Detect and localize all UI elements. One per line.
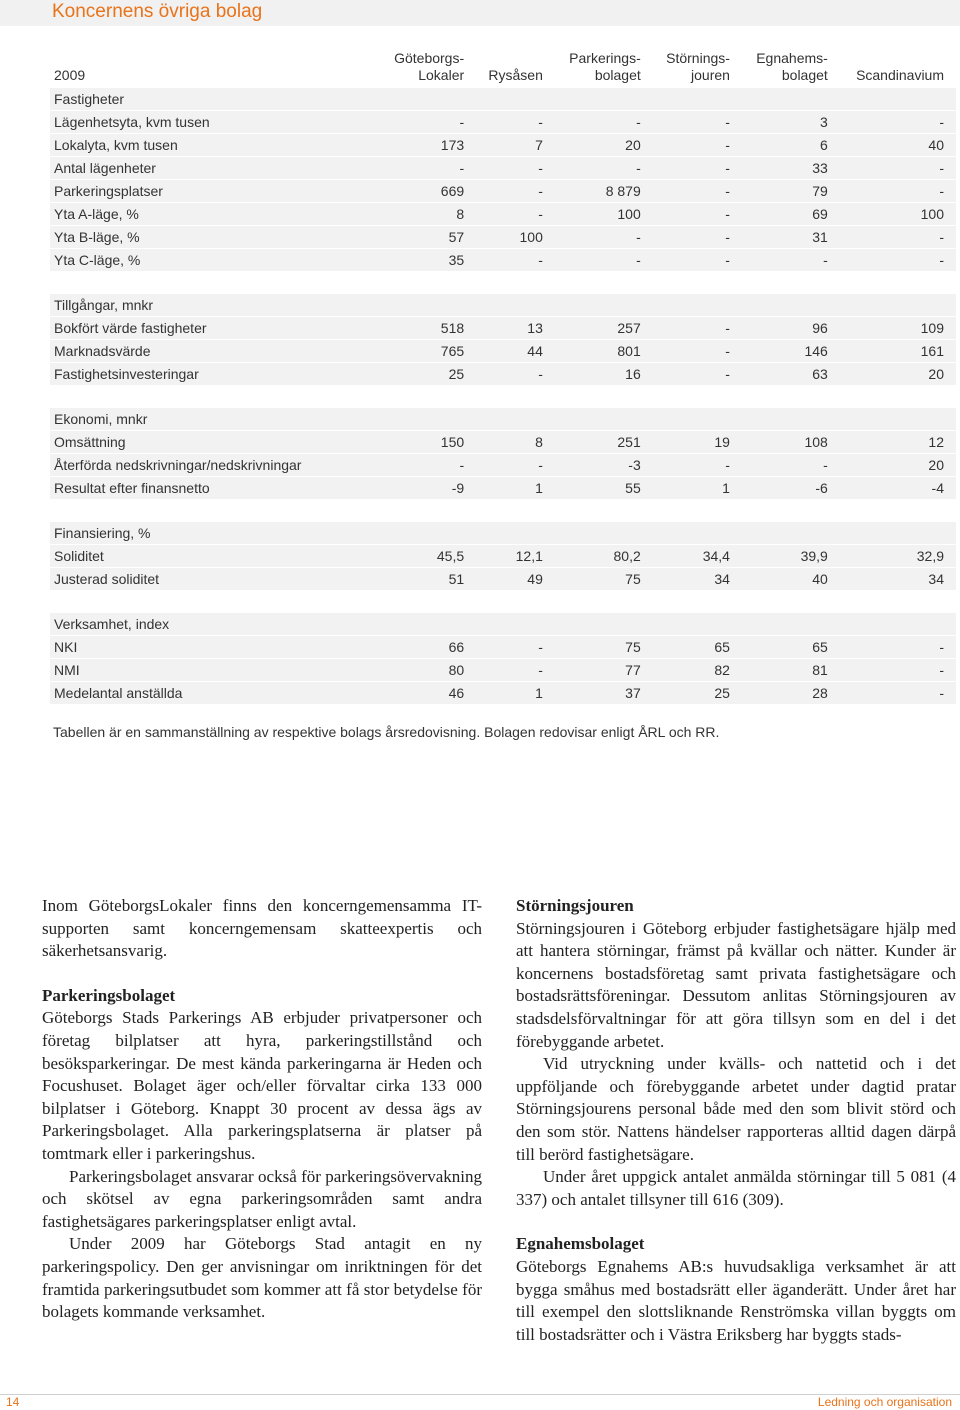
section-title: Verksamhet, index bbox=[50, 613, 956, 636]
table-cell: 16 bbox=[555, 363, 653, 386]
table-cell: 81 bbox=[742, 659, 840, 682]
storningsjouren-heading: Störningsjouren bbox=[516, 896, 634, 915]
table-row bbox=[50, 682, 956, 705]
table-cell: - bbox=[380, 111, 476, 134]
table-cell: - bbox=[653, 203, 742, 226]
parkeringsbolaget-heading: Parkeringsbolaget bbox=[42, 985, 176, 1005]
section-title: Tillgångar, mnkr bbox=[50, 294, 956, 317]
table-cell: - bbox=[840, 659, 956, 682]
row-label: Marknadsvärde bbox=[50, 340, 380, 363]
paragraph: Under 2009 har Göteborgs Stad antagit en ny parkeringspolicy. Den ger anvisningar om inriktningen för det framtida parkeringsutbudet som kommer att få stor betydelse för bolagets kommande verksamhet. bbox=[42, 1234, 482, 1322]
table-cell: - bbox=[840, 682, 956, 705]
table-cell: 12 bbox=[840, 431, 956, 454]
table-cell: 34,4 bbox=[653, 545, 742, 568]
row-label: Bokfört värde fastigheter bbox=[50, 317, 380, 340]
table-cell: 20 bbox=[555, 134, 653, 157]
table-cell: - bbox=[653, 111, 742, 134]
table-cell: 35 bbox=[380, 249, 476, 272]
intro-paragraph: Inom GöteborgsLokaler finns den koncerngemensamma IT-supporten samt koncerngemensam skatteexpertis och säkerhetsansvarig. bbox=[42, 896, 482, 961]
table-header-row bbox=[50, 44, 956, 88]
table-cell: 82 bbox=[653, 659, 742, 682]
table-cell: 1 bbox=[476, 477, 555, 500]
table-cell: 37 bbox=[555, 682, 653, 705]
column-header-line2: bolaget bbox=[594, 67, 641, 83]
table-cell: - bbox=[840, 249, 956, 272]
table-cell: - bbox=[476, 636, 555, 659]
table-cell: 80 bbox=[380, 659, 476, 682]
table-cell: - bbox=[476, 454, 555, 477]
table-row bbox=[50, 545, 956, 568]
paragraph: Göteborgs Egnahems AB:s huvudsakliga verksamhet är att bygga småhus med bostadsrätt eller äganderätt. Under året har till exempel den slottsliknande Renströmska villan byggts om till bostadsrätter och i Västra Eriksberg har byggts stads- bbox=[516, 1256, 956, 1344]
table-cell: 80,2 bbox=[555, 545, 653, 568]
table-cell: - bbox=[555, 157, 653, 180]
table-cell: 108 bbox=[742, 431, 840, 454]
table-cell: 8 bbox=[476, 431, 555, 454]
table-cell: 257 bbox=[555, 317, 653, 340]
row-label: Parkeringsplatser bbox=[50, 180, 380, 203]
table-row bbox=[50, 203, 956, 226]
page-number: 14 bbox=[6, 1395, 20, 1409]
section-title: Finansiering, % bbox=[50, 522, 956, 545]
table-cell: 31 bbox=[742, 226, 840, 249]
table-cell: 25 bbox=[380, 363, 476, 386]
table-cell: 19 bbox=[653, 431, 742, 454]
table-cell: - bbox=[840, 636, 956, 659]
table-cell: - bbox=[742, 249, 840, 272]
table-row bbox=[50, 249, 956, 272]
table-note: Tabellen är en sammanställning av respektive bolags årsredovisning. Bolagen redovisar enligt ÅRL och RR. bbox=[53, 724, 720, 740]
table-cell: 8 bbox=[380, 203, 476, 226]
table-cell: 100 bbox=[555, 203, 653, 226]
table-cell: - bbox=[476, 157, 555, 180]
column-header-line2: Rysåsen bbox=[488, 67, 543, 83]
table-cell: 669 bbox=[380, 180, 476, 203]
table-cell: 96 bbox=[742, 317, 840, 340]
table-cell: - bbox=[840, 111, 956, 134]
column-header bbox=[476, 44, 555, 88]
table-cell: 100 bbox=[476, 226, 555, 249]
table-cell: -9 bbox=[380, 477, 476, 500]
table-cell: 1 bbox=[653, 477, 742, 500]
table-cell: - bbox=[476, 203, 555, 226]
table-cell: - bbox=[840, 180, 956, 203]
table-cell: 40 bbox=[742, 568, 840, 591]
table-row bbox=[50, 363, 956, 386]
row-label: Lokalyta, kvm tusen bbox=[50, 134, 380, 157]
table-cell: 63 bbox=[742, 363, 840, 386]
section-spacer bbox=[50, 272, 956, 294]
table-cell: 32,9 bbox=[840, 545, 956, 568]
row-label: Antal lägenheter bbox=[50, 157, 380, 180]
paragraph: Göteborgs Stads Parkerings AB erbjuder privatpersoner och företag bilplatser att hyra, parkeringstillstånd och besöksparkeringar. De mest kända parkeringarna är Heden och Focushuset. Bolaget äger och/eller förvaltar cirka 133 000 bilplatser i Göteborg. Knappt 30 procent av dessa ägs av Parkeringsbolaget. Alla parkeringsplatserna är platser på tomtmark eller i parkeringshus. bbox=[42, 1008, 482, 1163]
table-cell: 57 bbox=[380, 226, 476, 249]
column-header-line1: Göteborgs- bbox=[394, 50, 465, 66]
table-cell: 46 bbox=[380, 682, 476, 705]
table-cell: - bbox=[380, 454, 476, 477]
table-cell: - bbox=[555, 111, 653, 134]
table-cell: - bbox=[653, 134, 742, 157]
table-cell: - bbox=[476, 249, 555, 272]
section-title-row bbox=[50, 613, 956, 636]
year-header: 2009 bbox=[50, 44, 380, 88]
column-header bbox=[653, 44, 742, 88]
table-cell: - bbox=[840, 226, 956, 249]
section-title-row bbox=[50, 408, 956, 431]
table-cell: 20 bbox=[840, 454, 956, 477]
table-cell: -3 bbox=[555, 454, 653, 477]
table-cell: 28 bbox=[742, 682, 840, 705]
table-cell: 45,5 bbox=[380, 545, 476, 568]
table-cell: 173 bbox=[380, 134, 476, 157]
table-cell: 25 bbox=[653, 682, 742, 705]
table-cell: 20 bbox=[840, 363, 956, 386]
row-label: Yta B-läge, % bbox=[50, 226, 380, 249]
table-cell: - bbox=[653, 157, 742, 180]
table-cell: 39,9 bbox=[742, 545, 840, 568]
section-spacer bbox=[50, 591, 956, 613]
table-cell: 13 bbox=[476, 317, 555, 340]
column-header bbox=[840, 44, 956, 88]
table-cell: - bbox=[476, 659, 555, 682]
table-cell: - bbox=[653, 363, 742, 386]
table-row bbox=[50, 180, 956, 203]
table-row bbox=[50, 134, 956, 157]
table-cell: 79 bbox=[742, 180, 840, 203]
table-row bbox=[50, 477, 956, 500]
table-row bbox=[50, 568, 956, 591]
paragraph: Vid utryckning under kvälls- och nattetid och i det uppföljande och förebyggande arbetet under dagtid pratar Störningsjourens personal både med den som blivit störd och den som stör. Nattens händelser rapporteras alltid dagen därpå till berörd fastighetsägare. bbox=[516, 1054, 956, 1164]
footer-section-title: Ledning och organisation bbox=[817, 1395, 952, 1409]
row-label: Lägenhetsyta, kvm tusen bbox=[50, 111, 380, 134]
table-cell: - bbox=[476, 111, 555, 134]
row-label: Resultat efter finansnetto bbox=[50, 477, 380, 500]
section-spacer bbox=[50, 386, 956, 408]
row-label: Omsättning bbox=[50, 431, 380, 454]
column-header-line1: Parkerings- bbox=[569, 50, 641, 66]
table-row bbox=[50, 659, 956, 682]
column-header-line2: Lokaler bbox=[418, 67, 465, 83]
row-label: NKI bbox=[50, 636, 380, 659]
table-row bbox=[50, 317, 956, 340]
table-cell: 34 bbox=[653, 568, 742, 591]
table-cell: 7 bbox=[476, 134, 555, 157]
table-cell: 12,1 bbox=[476, 545, 555, 568]
table-cell: 518 bbox=[380, 317, 476, 340]
table-cell: 40 bbox=[840, 134, 956, 157]
paragraph: Parkeringsbolaget ansvarar också för parkeringsövervakning och skötsel av egna parkeringsområden samt andra fastighetsägares parkeringsplatser enligt avtal. bbox=[42, 1166, 482, 1231]
column-header-line2: jouren bbox=[691, 67, 730, 83]
table-cell: 150 bbox=[380, 431, 476, 454]
row-label: Soliditet bbox=[50, 545, 380, 568]
column-header-line2: bolaget bbox=[781, 67, 828, 83]
row-label: NMI bbox=[50, 659, 380, 682]
page-heading-bar bbox=[0, 0, 960, 26]
table-cell: 6 bbox=[742, 134, 840, 157]
paragraph: Under året uppgick antalet anmälda störningar till 5 081 (4 337) och antalet tillsyner till 616 (309). bbox=[516, 1167, 956, 1209]
table-cell: 1 bbox=[476, 682, 555, 705]
table-cell: - bbox=[476, 363, 555, 386]
left-text-column bbox=[42, 895, 482, 1324]
table-cell: 765 bbox=[380, 340, 476, 363]
column-header bbox=[380, 44, 476, 88]
table-cell: -4 bbox=[840, 477, 956, 500]
table-cell: 49 bbox=[476, 568, 555, 591]
table-cell: 109 bbox=[840, 317, 956, 340]
table-cell: 34 bbox=[840, 568, 956, 591]
table-cell: - bbox=[653, 454, 742, 477]
table-cell: 251 bbox=[555, 431, 653, 454]
section-title: Fastigheter bbox=[50, 88, 956, 111]
paragraph: Störningsjouren i Göteborg erbjuder fastighetsägare hjälp med att hantera störningar, främst på kvällar och nätter. Kunder är koncernens bostadsföretag samt privata fastighetsägare och bostadsrättsföreningar. Dessutom anlitas Störningsjouren av stadsdelsförvaltningar för att göra tillsyn som en del i det förebyggande arbetet. bbox=[516, 918, 956, 1051]
table-cell: 51 bbox=[380, 568, 476, 591]
column-header bbox=[742, 44, 840, 88]
section-spacer bbox=[50, 500, 956, 522]
egnahemsbolaget-heading: Egnahemsbolaget bbox=[516, 1234, 645, 1254]
table-row bbox=[50, 340, 956, 363]
table-cell: -6 bbox=[742, 477, 840, 500]
table-cell: 33 bbox=[742, 157, 840, 180]
table-cell: 69 bbox=[742, 203, 840, 226]
table-cell: 75 bbox=[555, 636, 653, 659]
table-cell: 65 bbox=[653, 636, 742, 659]
footer-divider bbox=[0, 1394, 960, 1395]
table-cell: 100 bbox=[840, 203, 956, 226]
table-cell: 66 bbox=[380, 636, 476, 659]
table-row bbox=[50, 454, 956, 477]
row-label: Yta A-läge, % bbox=[50, 203, 380, 226]
table-cell: - bbox=[742, 454, 840, 477]
table-cell: - bbox=[476, 180, 555, 203]
table-row bbox=[50, 636, 956, 659]
column-header bbox=[555, 44, 653, 88]
page-title: Koncernens övriga bolag bbox=[52, 1, 263, 22]
row-label: Justerad soliditet bbox=[50, 568, 380, 591]
table-row bbox=[50, 111, 956, 134]
table-cell: 3 bbox=[742, 111, 840, 134]
table-row bbox=[50, 226, 956, 249]
table-cell: - bbox=[380, 157, 476, 180]
table-cell: 161 bbox=[840, 340, 956, 363]
table-cell: 44 bbox=[476, 340, 555, 363]
table-cell: - bbox=[840, 157, 956, 180]
section-title-row bbox=[50, 522, 956, 545]
section-title-row bbox=[50, 88, 956, 111]
row-label: Yta C-läge, % bbox=[50, 249, 380, 272]
table-row bbox=[50, 431, 956, 454]
row-label: Medelantal anställda bbox=[50, 682, 380, 705]
column-header-line1: Störnings- bbox=[666, 50, 730, 66]
section-title: Ekonomi, mnkr bbox=[50, 408, 956, 431]
table-cell: - bbox=[555, 249, 653, 272]
table-cell: 65 bbox=[742, 636, 840, 659]
table-cell: 146 bbox=[742, 340, 840, 363]
table-cell: 801 bbox=[555, 340, 653, 363]
table-cell: 75 bbox=[555, 568, 653, 591]
row-label: Återförda nedskrivningar/nedskrivningar bbox=[50, 454, 380, 477]
right-text-column bbox=[516, 895, 956, 1346]
table-row bbox=[50, 157, 956, 180]
table-cell: 8 879 bbox=[555, 180, 653, 203]
row-label: Fastighetsinvesteringar bbox=[50, 363, 380, 386]
column-header-line1: Egnahems- bbox=[756, 50, 828, 66]
table-cell: - bbox=[653, 180, 742, 203]
subsidiaries-table bbox=[50, 44, 956, 705]
table-cell: 55 bbox=[555, 477, 653, 500]
table-cell: - bbox=[653, 226, 742, 249]
table-cell: - bbox=[653, 249, 742, 272]
column-header-line2: Scandinavium bbox=[856, 67, 944, 83]
table-cell: 77 bbox=[555, 659, 653, 682]
table-cell: - bbox=[555, 226, 653, 249]
section-title-row bbox=[50, 294, 956, 317]
table-cell: - bbox=[653, 340, 742, 363]
table-cell: - bbox=[653, 317, 742, 340]
